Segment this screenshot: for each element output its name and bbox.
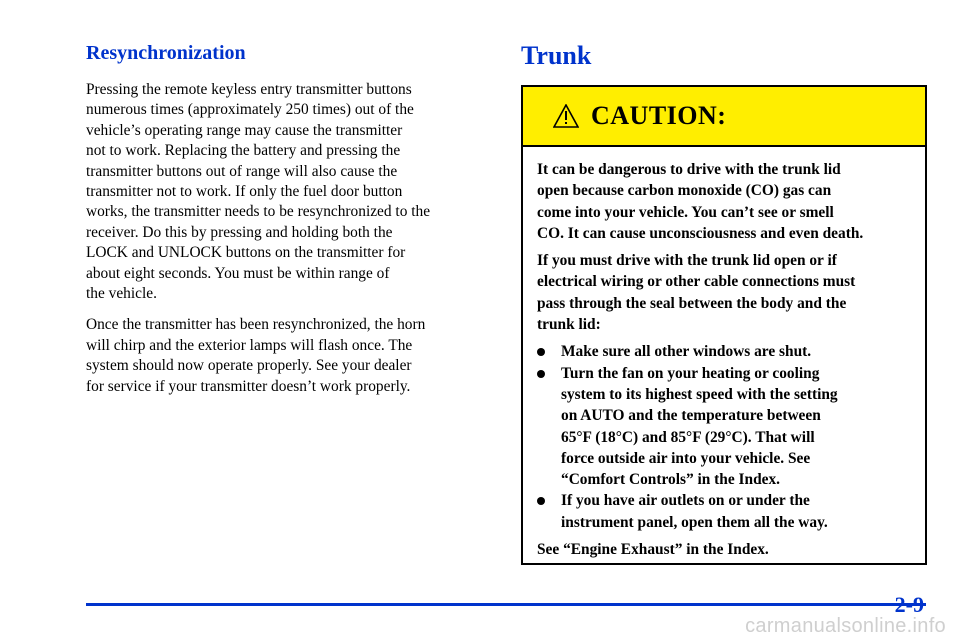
resynchronization-heading: Resynchronization [86, 42, 246, 64]
caution-paragraph-2: If you must drive with the trunk lid open or if electrical wiring or other cable connections must pass through the seal between the body and the trunk lid: [537, 252, 856, 334]
bullet-icon [537, 348, 545, 356]
bullet-item [537, 341, 913, 362]
caution-header [523, 87, 925, 147]
caution-closing: See “Engine Exhaust” in the Index. [537, 541, 769, 559]
footer-rule [86, 603, 926, 606]
caution-paragraph-1: It can be dangerous to drive with the trunk lid open because carbon monoxide (CO) gas can come into your vehicle. You can’t see or smell CO. It can cause unconsciousness and even death. [537, 161, 864, 242]
body-paragraph-1: Pressing the remote keyless entry transmitter buttons numerous times (approximately 250 times) out of the vehicle’s operating range may cause the transmitter not to work. Replacing the battery and pressing the transmitter buttons out of range will also cause the transmitter not to work. If only the fuel door button works, the transmitter needs to be resynchronized to the receiver. Do this by pressing and holding both the LOCK and UNLOCK buttons on the transmitter for about eight seconds. You must be within range of the vehicle. [86, 81, 431, 303]
warning-triangle-icon [553, 104, 579, 128]
bullet-item [537, 363, 913, 491]
watermark: carmanualsonline.info [745, 615, 946, 637]
body-paragraph-2: Once the transmitter has been resynchronized, the horn will chirp and the exterior lamps will flash once. The system should now operate properly. See your dealer for service if your transmitter doesn’t work properly. [86, 316, 426, 395]
caution-label: CAUTION: [591, 101, 727, 130]
right-column [521, 38, 929, 74]
left-column [86, 40, 486, 408]
bullet-text: If you have air outlets on or under the instrument panel, open them all the way. [561, 492, 828, 531]
trunk-title: Trunk [521, 41, 592, 70]
bullet-text: Make sure all other windows are shut. [561, 343, 812, 361]
caution-bullet-list [537, 341, 913, 533]
bullet-icon [537, 370, 545, 378]
bullet-icon [537, 497, 545, 505]
bullet-text: Turn the fan on your heating or cooling system to its highest speed with the setting on AUTO and the temperature between 65°F (18°C) and 85°F (29°C). That will force outside air into your vehicle. See “Comfort Controls” in the Index. [561, 364, 838, 489]
caution-box [521, 85, 927, 565]
page-number: 2-9 [894, 592, 924, 617]
caution-body [523, 147, 925, 560]
bullet-item [537, 490, 913, 533]
